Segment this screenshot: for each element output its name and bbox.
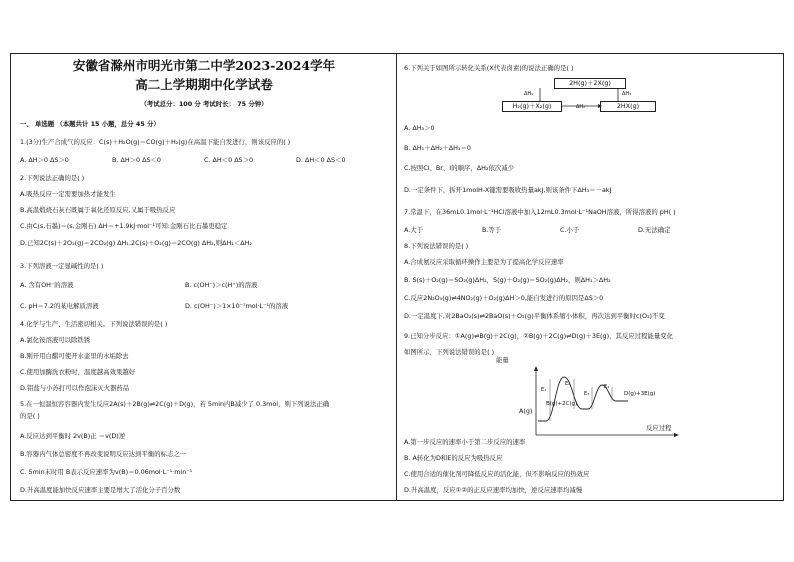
q2-stem: 2.下列说法正确的是( ): [20, 174, 85, 182]
q6-dh1-label: ΔH₁: [524, 91, 534, 97]
exam-title-line1: 安徽省滁州市明光市第二中学2023-2024学年: [72, 58, 336, 73]
q7-option-a: A.大于: [404, 226, 424, 234]
energy-label-e1: E₁: [541, 387, 547, 393]
q5-stem: 5.在一恒温恒容容器内发生反应2A(s)＋2B(g)⇌2C(g)＋D(g)，若 5min内B减少了 0.3mol，则下列说法正确: [20, 400, 330, 408]
q9-option-c: C.使用合适的催化剂可降低反应的活化能，但不影响反应的热效应: [404, 470, 590, 478]
q5-option-a: A.反应达到平衡时 2v(B)正 ＝v(D)逆: [20, 432, 126, 440]
q4-option-a: A.氯化铵溶液可以除铁锈: [20, 336, 91, 344]
q5-stem-cont: 的是( ): [20, 412, 40, 420]
q3-stem: 3.下列溶液一定显碱性的是( ): [20, 262, 104, 270]
q9-stem-cont: 如图所示，下列说法错误的是( ): [404, 348, 495, 356]
energy-label-e2: E₂: [565, 381, 571, 387]
q6-option-b: B. ΔH₁＋ΔH₂＋ΔH₃＝0: [404, 144, 471, 152]
q6-box-top: 2H(g)＋2X(g): [554, 78, 626, 89]
q3-option-d: D. c(OH⁻)＞1×10⁻⁷mol·L⁻¹的溶液: [185, 302, 289, 310]
q6-option-c: C.按照Cl、Br、I的顺序，ΔH₂依次减少: [404, 164, 515, 172]
q2-option-b: B.高温煅烧石灰石既属于氧化还原反应,又属于吸热反应: [20, 206, 176, 214]
q1-option-d: D. ΔH＜0 ΔS＜0: [296, 156, 346, 164]
energy-label-bc: B(g)+2C(g): [546, 401, 578, 407]
q4-stem: 4.化学与生产、生活密切相关。下列说法错误的是( ): [20, 320, 168, 328]
column-divider: [396, 53, 397, 501]
q7-option-d: D.无法确定: [638, 226, 671, 234]
q7-option-c: C.小于: [560, 226, 580, 234]
energy-y-arrow: [534, 366, 538, 371]
energy-x-label: 反应过程: [646, 424, 672, 432]
exam-title-line2: 高二上学期期中化学试卷: [135, 77, 273, 92]
section-heading: 一、 单选题 （本题共计 15 小题，总分 45 分）: [20, 120, 160, 128]
energy-label-de: D(g)+3E(g): [624, 391, 656, 397]
q9-stem: 9.已知分步反应：①A(g)⇌B(g)＋2C(g)，②B(g)＋2C(g)⇌D(g)＋3E(g)，其反应过程能量变化: [404, 332, 673, 340]
q8-option-d: D.一定温度下,对2BaO₂(s)⇌2BaO(s)＋O₂(g)平衡体系缩小体积，再次达到平衡时c(O₂)不变: [404, 312, 665, 320]
q8-option-c: C.反应2N₂O₅(g)⇌4NO₂(g)＋O₂(g)ΔH＞0,能自发进行的原因是ΔS＞0: [404, 294, 604, 302]
q8-stem: 8.下列说法错误的是( ): [404, 242, 469, 250]
q1-stem: 1.(3分)生产合成气的反应：C(s)＋H₂O(g)＝CO(g)＋H₂(g)在高温下能自发进行，则该反应的( ): [20, 138, 291, 146]
q6-option-d: D.一定条件下，拆开1molH-X键需要吸收热量akJ,则该条件下ΔH₃＝－akJ: [404, 186, 612, 194]
q9-option-a: A.第一步反应的速率小于第二步反应的速率: [404, 438, 526, 446]
q6-dh2-label: ΔH₂: [576, 104, 586, 110]
q4-option-d: D.铝盐与小苏打可以作泡沫灭火器药品: [20, 384, 130, 392]
q6-option-a: A. ΔH₃＞0: [404, 124, 435, 132]
q8-option-a: A.合成氨反应采取循环操作主要是为了提高化学反应速率: [404, 258, 564, 266]
q6-stem: 6.下列关于如图所示转化关系(X代表卤素)的说法正确的是( ): [404, 64, 574, 72]
energy-x-arrow: [674, 433, 679, 437]
q1-option-c: C. ΔH＜0 ΔS＞0: [204, 156, 254, 164]
q2-option-a: A.吸热反应一定需要加热才能发生: [20, 190, 116, 198]
q6-box-left: H₂(g)＋X₂(g): [502, 101, 562, 112]
q4-option-c: C.使用加酶洗衣粉时，温度越高效果越好: [20, 368, 136, 376]
q9-option-b: B. A转化为D和E的反应为吸热反应: [404, 454, 503, 462]
q5-option-c: C. 5min末时用 B表示反应速率为v(B)＝0.06mol·L⁻¹·min⁻¹: [20, 468, 193, 476]
energy-label-e3: E₃: [584, 391, 590, 397]
q7-option-b: B.等于: [482, 226, 502, 234]
energy-label-a: A(g): [519, 407, 533, 415]
q6-dh3-label: ΔH₃: [622, 91, 632, 97]
q2-option-d: D.已知2C(s)＋2O₂(g)＝2CO₂(g) ΔH₁,2C(s)＋O₂(g)＝2CO(g) ΔH₂,则ΔH₁＜ΔH₂: [20, 239, 252, 247]
q3-option-c: C. pH＝7.2的某电解质溶液: [20, 302, 99, 310]
q3-option-b: B. c(OH⁻)＞c(H⁺)的溶液: [185, 281, 258, 289]
q2-option-c: C.由C(s,石墨)＝(s,金刚石) ΔH＝+1.9kJ·mol⁻¹可知:金刚石比石墨更稳定: [20, 222, 228, 230]
q9-option-d: D.升高温度，反应①②的正反应速率均加快，逆反应速率均减慢: [404, 486, 583, 494]
q3-option-a: A. 含有OH⁻的溶液: [20, 281, 74, 289]
q8-option-b: B. S(s)＋O₂(g)＝SO₂(g)ΔH₁，S(g)＋O₂(g)＝SO₂(g)ΔH₂，则ΔH₁＞ΔH₂: [404, 276, 611, 284]
energy-y-label: 能量: [496, 356, 509, 364]
q6-box-right: 2HX(g): [600, 101, 656, 112]
q1-option-b: B. ΔH＞0 ΔS＜0: [112, 156, 161, 164]
q1-option-a: A. ΔH＞0 ΔS＞0: [20, 156, 69, 164]
exam-subtitle: （考试总分：100 分 考试时长： 75 分钟）: [140, 100, 268, 108]
energy-curve: [538, 377, 628, 421]
q4-option-b: B.刚开用白醋可使开水壶里的水垢除去: [20, 352, 129, 360]
energy-label-e4: E₄: [604, 384, 610, 390]
q5-option-d: D.升高温度能加快反应速率主要是增大了活化分子百分数: [20, 486, 181, 494]
q7-stem: 7.常温下，在36mL0.1mol·L⁻¹HCl溶液中加入12mL0.3mol·L⁻¹NaOH溶液，所得溶液的 pH( ): [404, 208, 676, 216]
q5-option-b: B.容器内气体总密度不再改变说明反应达到平衡的标志之一: [20, 450, 187, 458]
q6-arrowhead: [598, 104, 602, 108]
